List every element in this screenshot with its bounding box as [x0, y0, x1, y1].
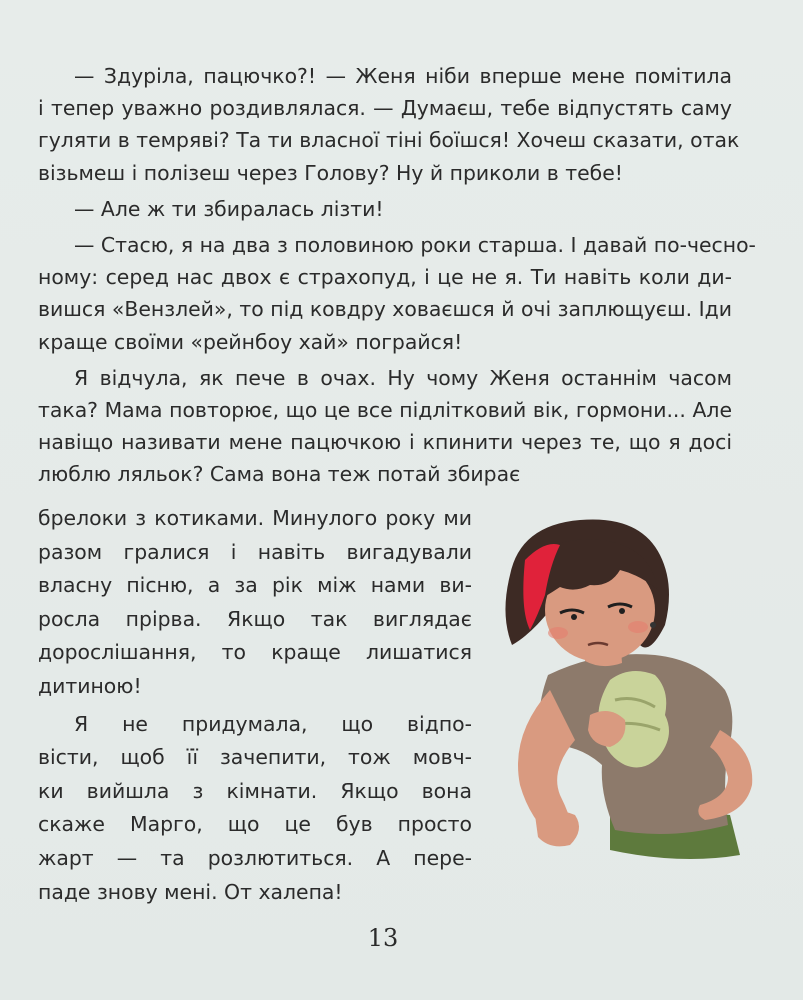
paragraph [38, 60, 740, 189]
text-line: Я не придумала, що відпо- [74, 711, 472, 736]
girl-illustration [490, 515, 780, 935]
text-line: жарт — та розлютиться. А пере- [38, 845, 472, 870]
left-cheek [548, 627, 568, 639]
main-text [38, 60, 756, 491]
text-line: власну пісню, а за рік між нами ви- [38, 573, 472, 598]
earring [650, 622, 656, 628]
text-line: — Але ж ти збиралась лізти! [74, 196, 384, 221]
hand-shape [535, 810, 579, 846]
paragraph [38, 708, 472, 910]
text-line: вісти, щоб її зачепити, тож мовч- [38, 745, 472, 770]
text-line: гуляти в темряві? Та ти власної тіні боїшся! Хочеш сказати, отак [38, 128, 740, 153]
text-line: росла прірва. Якщо так виглядає [38, 606, 472, 631]
text-line: паде знову мені. От халепа! [38, 879, 343, 904]
text-line: ному: серед нас двох є страхопуд, і це не я. Ти навіть коли ди- [38, 265, 732, 290]
text-line: така? Мама повторює, що це все підлітковий вік, гормони... Але [38, 398, 732, 423]
text-line: — Стасю, я на два з половиною роки старша. І давай по-чесно- [74, 233, 756, 258]
text-line: — Здуріла, пацючко?! — Женя ніби вперше мене помітила [74, 64, 732, 88]
girl-with-streaked-hair-icon [490, 515, 780, 935]
text-line: скаже Марго, що це був просто [38, 812, 472, 837]
text-line: і тепер уважно роздивлялася. — Думаєш, тебе відпустять саму [38, 96, 732, 121]
left-pupil [571, 614, 577, 620]
text-line: візьмеш і полізеш через Голову? Ну й приколи в тебе! [38, 160, 623, 185]
text-line: дитиною! [38, 673, 142, 698]
text-line: краще своїми «рейнбоу хай» пограйся! [38, 329, 463, 354]
text-line: вишся «Вензлей», то під ковдру ховаєшся й очі заплющуєш. Іди [38, 297, 732, 322]
page-number: 13 [367, 924, 399, 952]
paragraph [38, 193, 732, 225]
text-line: люблю ляльок? Сама вона теж потай збирає [38, 462, 521, 487]
text-line: брелоки з котиками. Минулого року ми [38, 506, 472, 530]
text-line: разом гралися і навіть вигадували [38, 539, 472, 564]
narrow-text [38, 502, 472, 909]
right-cheek [628, 621, 648, 633]
text-line: ки вийшла з кімнати. Якщо вона [38, 778, 472, 803]
text-line: навіщо називати мене пацючкою і кпинити через те, що я досі [38, 430, 732, 455]
paragraph [38, 362, 732, 491]
paragraph [38, 229, 756, 358]
text-line: Я відчула, як пече в очах. Ну чому Женя останнім часом [74, 365, 732, 390]
right-pupil [619, 608, 625, 614]
text-line: дорослішання, то краще лишатися [38, 640, 472, 665]
paragraph [38, 502, 472, 704]
